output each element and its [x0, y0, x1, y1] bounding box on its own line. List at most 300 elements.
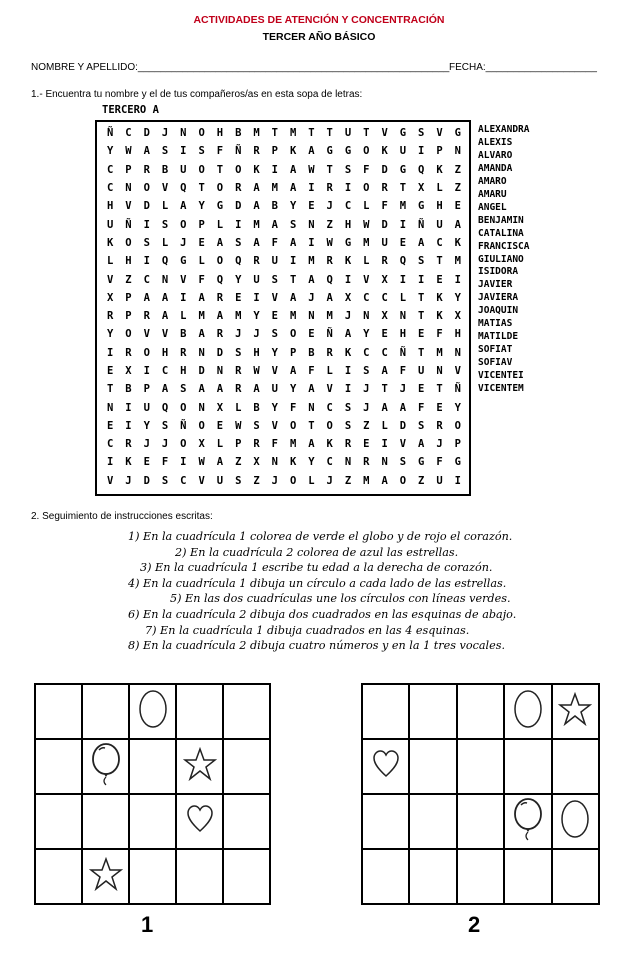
letter-cell[interactable]: E — [436, 273, 443, 286]
letter-cell[interactable]: O — [198, 163, 205, 176]
letter-cell[interactable]: I — [399, 218, 407, 231]
letter-cell[interactable]: R — [253, 255, 260, 268]
letter-cell[interactable]: F — [308, 365, 315, 377]
letter-cell[interactable]: T — [271, 127, 278, 140]
grid-cell[interactable] — [35, 739, 82, 794]
letter-cell[interactable]: T — [418, 310, 425, 323]
letter-cell[interactable]: N — [180, 127, 187, 140]
letter-cell[interactable]: J — [326, 200, 333, 213]
letter-cell[interactable]: A — [216, 383, 224, 396]
letter-cell[interactable]: S — [161, 474, 169, 487]
grid-cell[interactable] — [552, 684, 599, 739]
letter-cell[interactable]: M — [308, 255, 315, 268]
letter-cell[interactable]: V — [363, 273, 370, 286]
grid-cell[interactable] — [176, 849, 223, 904]
letter-cell[interactable]: O — [289, 419, 297, 432]
letter-cell[interactable]: S — [289, 218, 297, 231]
letter-cell[interactable]: C — [106, 438, 114, 451]
letter-cell[interactable]: L — [161, 200, 169, 213]
letter-cell[interactable]: X — [454, 310, 461, 323]
grid-cell[interactable] — [35, 794, 82, 849]
letter-cell[interactable]: I — [180, 291, 187, 304]
letter-cell[interactable]: L — [216, 218, 224, 231]
letter-cell[interactable]: I — [454, 474, 461, 487]
grid-cell[interactable] — [223, 684, 270, 739]
letter-cell[interactable]: S — [161, 218, 169, 231]
letter-cell[interactable]: O — [180, 401, 187, 414]
letter-cell[interactable]: X — [216, 401, 224, 414]
letter-cell[interactable]: G — [454, 456, 461, 469]
letter-cell[interactable]: E — [143, 456, 150, 469]
letter-cell[interactable]: O — [235, 163, 242, 176]
letter-cell[interactable]: V — [125, 200, 132, 213]
letter-cell[interactable]: O — [289, 328, 297, 341]
letter-cell[interactable]: K — [326, 438, 333, 451]
letter-cell[interactable]: K — [125, 456, 132, 469]
grid-cell[interactable] — [552, 849, 599, 904]
letter-cell[interactable]: U — [253, 273, 260, 286]
letter-cell[interactable]: P — [125, 163, 132, 176]
letter-cell[interactable]: X — [253, 456, 260, 469]
letter-cell[interactable]: A — [198, 328, 205, 341]
letter-cell[interactable]: I — [344, 383, 352, 396]
letter-cell[interactable]: N — [106, 401, 114, 414]
letter-cell[interactable]: U — [271, 255, 278, 268]
letter-cell[interactable]: N — [216, 365, 224, 377]
letter-cell[interactable]: Ñ — [125, 218, 132, 231]
letter-cell[interactable]: X — [381, 310, 388, 323]
letter-cell[interactable]: C — [326, 456, 333, 469]
letter-cell[interactable]: U — [106, 218, 114, 231]
letter-cell[interactable]: A — [161, 383, 169, 396]
letter-cell[interactable]: A — [289, 236, 297, 249]
grid-cell[interactable] — [82, 684, 129, 739]
letter-cell[interactable]: U — [216, 474, 224, 487]
letter-cell[interactable]: J — [271, 474, 278, 487]
grid-cell[interactable] — [176, 739, 223, 794]
letter-cell[interactable]: I — [308, 236, 315, 249]
letter-cell[interactable]: E — [418, 328, 425, 341]
letter-cell[interactable]: A — [253, 200, 260, 213]
grid-cell[interactable] — [504, 684, 551, 739]
letter-cell[interactable]: Q — [235, 255, 242, 268]
letter-cell[interactable]: O — [198, 127, 205, 140]
letter-cell[interactable]: Z — [125, 273, 132, 286]
letter-cell[interactable]: C — [381, 291, 388, 304]
letter-cell[interactable]: I — [289, 255, 297, 268]
letter-cell[interactable]: V — [161, 182, 169, 195]
letter-cell[interactable]: R — [235, 182, 242, 195]
letter-cell[interactable]: K — [289, 145, 297, 158]
letter-cell[interactable]: F — [161, 456, 169, 469]
letter-cell[interactable]: O — [198, 419, 205, 432]
letter-cell[interactable]: Ñ — [180, 419, 187, 432]
letter-cell[interactable]: Y — [271, 346, 278, 359]
letter-cell[interactable]: M — [454, 255, 461, 268]
grid-cell[interactable] — [552, 739, 599, 794]
letter-cell[interactable]: N — [436, 365, 443, 377]
letter-cell[interactable]: Z — [253, 474, 260, 487]
letter-cell[interactable]: K — [344, 255, 352, 268]
letter-cell[interactable]: I — [381, 438, 388, 451]
letter-cell[interactable]: F — [436, 328, 443, 341]
letter-cell[interactable]: T — [326, 163, 333, 176]
letter-cell[interactable]: R — [143, 163, 150, 176]
letter-cell[interactable]: C — [180, 474, 187, 487]
letter-cell[interactable]: M — [253, 218, 260, 231]
letter-cell[interactable]: Ñ — [235, 145, 242, 158]
letter-cell[interactable]: H — [344, 218, 352, 231]
letter-cell[interactable]: R — [381, 255, 388, 268]
letter-cell[interactable]: D — [381, 218, 388, 231]
letter-cell[interactable]: A — [418, 236, 425, 249]
letter-cell[interactable]: A — [289, 365, 297, 377]
letter-cell[interactable]: S — [143, 236, 150, 249]
letter-cell[interactable]: L — [436, 182, 443, 195]
letter-cell[interactable]: A — [344, 328, 352, 341]
letter-cell[interactable]: G — [399, 163, 407, 176]
letter-cell[interactable]: C — [106, 182, 114, 195]
letter-cell[interactable]: S — [418, 419, 425, 432]
letter-cell[interactable]: Y — [363, 328, 370, 341]
letter-cell[interactable]: D — [143, 200, 150, 213]
letter-cell[interactable]: L — [308, 474, 315, 487]
letter-cell[interactable]: N — [271, 456, 278, 469]
letter-cell[interactable]: Z — [454, 182, 461, 195]
grid-cell[interactable] — [223, 849, 270, 904]
letter-cell[interactable]: W — [125, 145, 132, 158]
letter-cell[interactable]: T — [216, 163, 224, 176]
letter-cell[interactable]: U — [436, 218, 443, 231]
letter-cell[interactable]: R — [253, 438, 260, 451]
letter-cell[interactable]: F — [418, 401, 425, 414]
letter-cell[interactable]: Y — [454, 401, 461, 414]
grid-cell[interactable] — [362, 739, 409, 794]
letter-cell[interactable]: W — [308, 163, 315, 176]
letter-cell[interactable]: H — [216, 127, 224, 140]
letter-cell[interactable]: Y — [106, 145, 114, 158]
letter-cell[interactable]: A — [454, 218, 461, 231]
letter-cell[interactable]: G — [399, 127, 407, 140]
letter-cell[interactable]: C — [161, 365, 169, 377]
letter-cell[interactable]: O — [216, 255, 224, 268]
letter-cell[interactable]: U — [399, 145, 407, 158]
letter-cell[interactable]: B — [308, 346, 315, 359]
letter-cell[interactable]: X — [198, 438, 205, 451]
letter-cell[interactable]: A — [216, 456, 224, 469]
letter-cell[interactable]: M — [271, 182, 278, 195]
letter-cell[interactable]: V — [106, 474, 114, 487]
letter-cell[interactable]: A — [271, 218, 278, 231]
letter-cell[interactable]: T — [381, 383, 388, 396]
letter-cell[interactable]: P — [271, 145, 278, 158]
letter-cell[interactable]: S — [180, 383, 187, 396]
letter-cell[interactable]: C — [381, 346, 388, 359]
letter-cell[interactable]: J — [308, 291, 315, 304]
letter-cell[interactable]: C — [326, 401, 333, 414]
letter-cell[interactable]: Y — [143, 419, 150, 432]
letter-cell[interactable]: L — [198, 255, 205, 268]
letter-cell[interactable]: A — [308, 273, 315, 286]
letter-cell[interactable]: S — [399, 456, 407, 469]
letter-cell[interactable]: J — [180, 236, 187, 249]
letter-cell[interactable]: R — [125, 438, 132, 451]
letter-cell[interactable]: H — [180, 365, 187, 377]
letter-cell[interactable]: K — [436, 163, 443, 176]
letter-cell[interactable]: S — [344, 419, 352, 432]
grid-cell[interactable] — [129, 739, 176, 794]
letter-cell[interactable]: O — [399, 474, 407, 487]
letter-cell[interactable]: J — [399, 383, 407, 396]
letter-cell[interactable]: D — [381, 163, 388, 176]
grid-cell[interactable] — [223, 739, 270, 794]
letter-cell[interactable]: A — [289, 291, 297, 304]
letter-cell[interactable]: Q — [326, 273, 333, 286]
letter-cell[interactable]: F — [399, 365, 407, 377]
letter-cell[interactable]: L — [180, 310, 187, 323]
letter-cell[interactable]: L — [161, 236, 169, 249]
letter-cell[interactable]: Z — [235, 456, 242, 469]
letter-cell[interactable]: X — [106, 291, 114, 304]
letter-cell[interactable]: I — [399, 273, 407, 286]
letter-cell[interactable]: R — [253, 145, 260, 158]
letter-cell[interactable]: J — [363, 383, 370, 396]
letter-cell[interactable]: D — [198, 365, 205, 377]
letter-cell[interactable]: K — [436, 310, 443, 323]
letter-cell[interactable]: H — [125, 255, 132, 268]
letter-cell[interactable]: Z — [418, 474, 425, 487]
grid-cell[interactable] — [362, 684, 409, 739]
letter-cell[interactable]: A — [381, 401, 388, 414]
letter-cell[interactable]: S — [418, 127, 425, 140]
letter-cell[interactable]: L — [216, 438, 224, 451]
letter-cell[interactable]: A — [253, 236, 260, 249]
letter-cell[interactable]: L — [363, 200, 370, 213]
letter-cell[interactable]: Q — [161, 401, 169, 414]
grid-cell[interactable] — [409, 794, 456, 849]
letter-cell[interactable]: R — [326, 346, 333, 359]
letter-cell[interactable]: L — [381, 419, 388, 432]
letter-cell[interactable]: J — [143, 438, 150, 451]
letter-cell[interactable]: A — [399, 401, 407, 414]
letter-cell[interactable]: V — [198, 474, 205, 487]
letter-cell[interactable]: U — [381, 236, 388, 249]
letter-cell[interactable]: K — [436, 291, 443, 304]
letter-cell[interactable]: Y — [106, 328, 114, 341]
letter-cell[interactable]: I — [106, 456, 114, 469]
letter-cell[interactable]: B — [253, 401, 260, 414]
grid-cell[interactable] — [129, 794, 176, 849]
letter-cell[interactable]: V — [106, 273, 114, 286]
letter-cell[interactable]: N — [161, 273, 169, 286]
letter-cell[interactable]: T — [436, 255, 443, 268]
letter-cell[interactable]: M — [436, 346, 443, 359]
letter-cell[interactable]: A — [308, 438, 315, 451]
letter-cell[interactable]: A — [308, 145, 315, 158]
letter-cell[interactable]: R — [363, 456, 370, 469]
letter-cell[interactable]: S — [253, 419, 260, 432]
letter-cell[interactable]: T — [418, 346, 425, 359]
letter-cell[interactable]: M — [289, 127, 297, 140]
letter-cell[interactable]: G — [418, 456, 425, 469]
letter-cell[interactable]: P — [289, 346, 297, 359]
letter-cell[interactable]: H — [454, 328, 461, 341]
letter-cell[interactable]: D — [216, 346, 224, 359]
letter-cell[interactable]: Ñ — [326, 328, 333, 341]
letter-cell[interactable]: G — [454, 127, 461, 140]
letter-cell[interactable]: M — [198, 310, 205, 323]
letter-cell[interactable]: L — [399, 291, 407, 304]
letter-cell[interactable]: A — [253, 383, 260, 396]
letter-cell[interactable]: I — [125, 419, 132, 432]
letter-cell[interactable]: T — [106, 383, 114, 396]
letter-cell[interactable]: A — [143, 145, 150, 158]
letter-cell[interactable]: H — [436, 200, 443, 213]
letter-cell[interactable]: Q — [161, 255, 169, 268]
grid-cell[interactable] — [223, 794, 270, 849]
letter-cell[interactable]: P — [143, 383, 150, 396]
letter-cell[interactable]: F — [216, 145, 224, 158]
letter-cell[interactable]: A — [143, 291, 150, 304]
letter-cell[interactable]: R — [326, 182, 333, 195]
grid-cell[interactable] — [129, 849, 176, 904]
letter-cell[interactable]: Y — [289, 383, 297, 396]
letter-cell[interactable]: S — [418, 255, 425, 268]
letter-cell[interactable]: V — [161, 328, 169, 341]
letter-cell[interactable]: O — [125, 236, 132, 249]
letter-cell[interactable]: J — [161, 127, 169, 140]
grid-cell[interactable] — [82, 849, 129, 904]
grid-cell[interactable] — [129, 684, 176, 739]
letter-cell[interactable]: C — [106, 163, 114, 176]
letter-cell[interactable]: Y — [235, 273, 242, 286]
letter-cell[interactable]: Y — [308, 456, 315, 469]
letter-cell[interactable]: A — [161, 310, 169, 323]
letter-cell[interactable]: I — [454, 273, 461, 286]
letter-cell[interactable]: I — [308, 182, 315, 195]
letter-cell[interactable]: R — [235, 383, 242, 396]
letter-cell[interactable]: B — [235, 127, 242, 140]
letter-cell[interactable]: J — [344, 310, 352, 323]
letter-cell[interactable]: J — [363, 401, 370, 414]
letter-cell[interactable]: O — [363, 145, 370, 158]
letter-cell[interactable]: E — [235, 291, 242, 304]
letter-cell[interactable]: I — [106, 346, 114, 359]
letter-cell[interactable]: R — [143, 310, 150, 323]
letter-cell[interactable]: U — [418, 365, 425, 377]
letter-cell[interactable]: B — [180, 328, 187, 341]
letter-cell[interactable]: M — [326, 310, 333, 323]
grid-cell[interactable] — [504, 794, 551, 849]
letter-cell[interactable]: O — [125, 328, 132, 341]
letter-cell[interactable]: A — [253, 182, 260, 195]
letter-cell[interactable]: A — [161, 291, 169, 304]
letter-cell[interactable]: L — [106, 255, 114, 268]
grid-cell[interactable] — [457, 739, 504, 794]
letter-cell[interactable]: S — [235, 346, 242, 359]
letter-cell[interactable]: K — [381, 145, 388, 158]
letter-cell[interactable]: E — [454, 200, 461, 213]
letter-cell[interactable]: A — [418, 438, 425, 451]
grid-cell[interactable] — [35, 849, 82, 904]
grid-cell[interactable] — [35, 684, 82, 739]
letter-cell[interactable]: E — [363, 438, 370, 451]
letter-cell[interactable]: K — [344, 346, 352, 359]
letter-cell[interactable]: V — [454, 365, 461, 377]
letter-cell[interactable]: K — [106, 236, 114, 249]
letter-cell[interactable]: O — [180, 218, 187, 231]
letter-cell[interactable]: A — [381, 474, 388, 487]
letter-cell[interactable]: H — [161, 346, 169, 359]
letter-cell[interactable]: T — [436, 383, 443, 396]
letter-cell[interactable]: P — [454, 438, 461, 451]
letter-cell[interactable]: A — [180, 200, 187, 213]
letter-cell[interactable]: O — [289, 474, 297, 487]
letter-cell[interactable]: Y — [198, 200, 205, 213]
letter-cell[interactable]: Q — [418, 163, 425, 176]
letter-cell[interactable]: A — [198, 383, 205, 396]
letter-cell[interactable]: E — [271, 310, 278, 323]
letter-cell[interactable]: M — [289, 310, 297, 323]
letter-cell[interactable]: H — [253, 346, 260, 359]
letter-cell[interactable]: V — [143, 328, 150, 341]
letter-cell[interactable]: Q — [216, 273, 224, 286]
letter-cell[interactable]: T — [308, 127, 315, 140]
letter-cell[interactable]: U — [143, 401, 150, 414]
letter-cell[interactable]: S — [235, 236, 242, 249]
letter-cell[interactable]: F — [381, 200, 388, 213]
letter-cell[interactable]: V — [180, 273, 187, 286]
letter-cell[interactable]: C — [344, 200, 352, 213]
letter-cell[interactable]: W — [198, 456, 205, 469]
letter-cell[interactable]: D — [143, 127, 150, 140]
letter-cell[interactable]: O — [180, 438, 187, 451]
letter-cell[interactable]: S — [161, 145, 169, 158]
letter-cell[interactable]: N — [454, 145, 461, 158]
letter-cell[interactable]: E — [308, 328, 315, 341]
letter-cell[interactable]: N — [125, 182, 132, 195]
letter-cell[interactable]: I — [235, 218, 242, 231]
letter-cell[interactable]: U — [271, 383, 278, 396]
letter-cell[interactable]: E — [399, 236, 407, 249]
letter-cell[interactable]: P — [125, 310, 132, 323]
letter-cell[interactable]: E — [106, 419, 114, 432]
letter-cell[interactable]: C — [143, 273, 150, 286]
letter-cell[interactable]: V — [326, 383, 333, 396]
letter-cell[interactable]: M — [363, 474, 370, 487]
grid-cell[interactable] — [409, 849, 456, 904]
letter-cell[interactable]: S — [235, 474, 242, 487]
letter-cell[interactable]: W — [253, 365, 260, 377]
letter-cell[interactable]: F — [198, 273, 205, 286]
letter-cell[interactable]: S — [161, 419, 169, 432]
letter-cell[interactable]: T — [399, 182, 407, 195]
letter-cell[interactable]: T — [289, 273, 297, 286]
letter-cell[interactable]: R — [180, 346, 187, 359]
letter-cell[interactable]: N — [198, 401, 205, 414]
letter-cell[interactable]: G — [418, 200, 425, 213]
letter-cell[interactable]: R — [326, 255, 333, 268]
letter-cell[interactable]: U — [436, 474, 443, 487]
letter-cell[interactable]: O — [454, 419, 461, 432]
grid-cell[interactable] — [409, 684, 456, 739]
letter-cell[interactable]: T — [363, 127, 370, 140]
letter-cell[interactable]: I — [418, 145, 425, 158]
letter-cell[interactable]: F — [289, 401, 297, 414]
letter-cell[interactable]: S — [363, 365, 370, 377]
letter-cell[interactable]: I — [344, 273, 352, 286]
letter-cell[interactable]: Z — [454, 163, 461, 176]
